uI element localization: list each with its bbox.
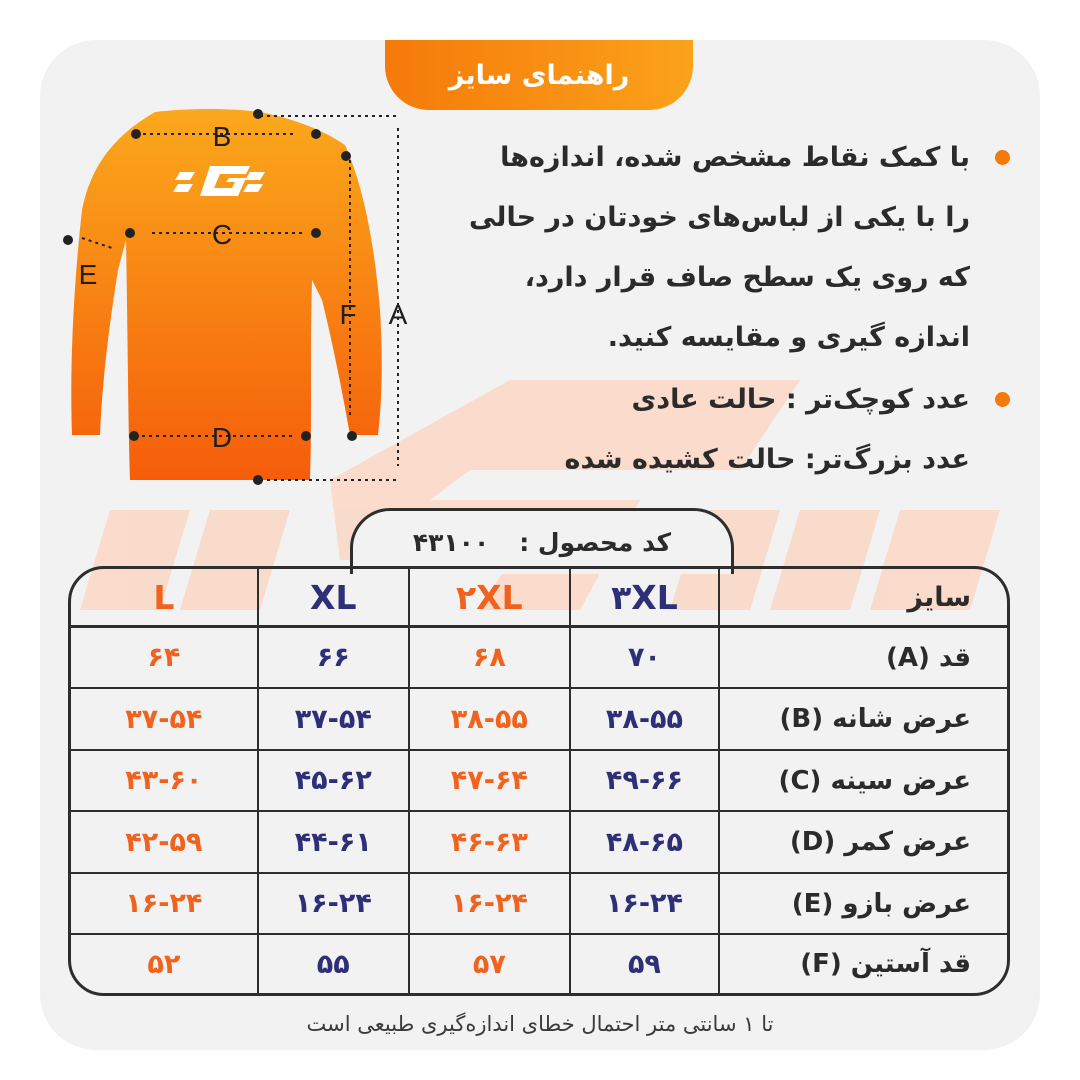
row-label: قد (A): [720, 628, 1007, 689]
cell-xl: ۴۴-۶۱: [259, 812, 410, 873]
table-row: [71, 874, 1007, 935]
size-table: [68, 566, 1010, 996]
cell-l: ۴۳-۶۰: [71, 751, 259, 812]
table-row: [71, 935, 1007, 993]
header-size-label: سایز: [720, 569, 1007, 628]
shirt-diagram: [60, 100, 420, 490]
cell-3xl: ۴۸-۶۵: [571, 812, 720, 873]
cell-l: ۴۲-۵۹: [71, 812, 259, 873]
cell-l: ۶۴: [71, 628, 259, 689]
cell-l: ۵۲: [71, 935, 259, 993]
table-row: [71, 751, 1007, 812]
cell-3xl: ۱۶-۲۴: [571, 874, 720, 935]
label-e: E: [78, 259, 98, 290]
table-header-row: [71, 569, 1007, 628]
cell-3xl: ۷۰: [571, 628, 720, 689]
instruction-block: با کمک نقاط مشخص شده، اندازه‌ها را با یکی از لباس‌های خودتان در حالی که روی یک سطح صاف قرار دارد، اندازه گیری و مقایسه کنید.: [410, 128, 970, 368]
product-code-value: ۴۳۱۰۰: [412, 528, 490, 557]
label-f: F: [339, 299, 357, 330]
row-label: قد آستین (F): [800, 949, 971, 980]
label-b: B: [212, 121, 232, 152]
cell-l: ۱۶-۲۴: [71, 874, 259, 935]
cell-2xl: ۱۶-۲۴: [410, 874, 571, 935]
cell-l: ۳۷-۵۴: [71, 689, 259, 750]
product-code-label: کد محصول :: [519, 528, 672, 557]
header-size-3xl: ۳XL: [571, 569, 720, 628]
cell-2xl: ۵۷: [410, 935, 571, 993]
header-size-xl: XL: [259, 569, 410, 628]
bullet-icon: [995, 392, 1010, 407]
header-size-l: L: [71, 569, 259, 628]
cell-2xl: ۴۷-۶۴: [410, 751, 571, 812]
label-c: C: [211, 219, 233, 250]
cell-xl: ۵۵: [259, 935, 410, 993]
row-label: عرض بازو (E): [720, 874, 1007, 935]
table-row: [71, 628, 1007, 689]
cell-2xl: ۴۶-۶۳: [410, 812, 571, 873]
cell-xl: ۱۶-۲۴: [259, 874, 410, 935]
cell-3xl: ۴۹-۶۶: [571, 751, 720, 812]
table-row: [71, 812, 1007, 873]
value-note-block: عدد کوچک‌تر : حالت عادی عدد بزرگ‌تر: حالت کشیده شده: [410, 370, 970, 490]
cell-xl: ۳۷-۵۴: [259, 689, 410, 750]
page-title: راهنمای سایز: [385, 40, 693, 110]
cell-3xl: ۵۹: [571, 935, 720, 993]
row-label: عرض کمر (D): [720, 812, 1007, 873]
label-a: A: [388, 299, 408, 330]
header-size-2xl: ۲XL: [410, 569, 571, 628]
bullet-icon: [995, 150, 1010, 165]
table-row: [71, 689, 1007, 750]
row-label: عرض سینه (C): [720, 751, 1007, 812]
label-d: D: [211, 422, 233, 453]
measurement-instructions: [410, 128, 970, 490]
cell-2xl: ۳۸-۵۵: [410, 689, 571, 750]
cell-3xl: ۳۸-۵۵: [571, 689, 720, 750]
row-label: عرض شانه (B): [720, 689, 1007, 750]
product-code: [350, 508, 734, 574]
cell-xl: ۴۵-۶۲: [259, 751, 410, 812]
measurement-footnote: تا ۱ سانتی متر احتمال خطای اندازه‌گیری طبیعی است: [306, 1012, 774, 1036]
cell-xl: ۶۶: [259, 628, 410, 689]
cell-2xl: ۶۸: [410, 628, 571, 689]
